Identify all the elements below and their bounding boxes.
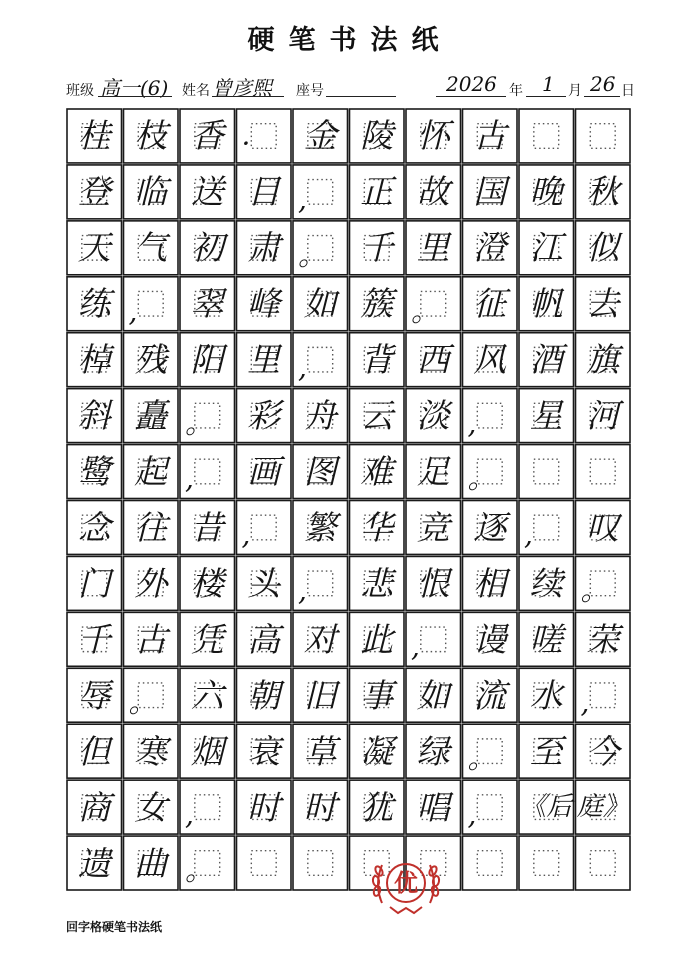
header-info <box>66 72 635 100</box>
grid-cell <box>349 723 406 779</box>
handwritten-char: 。 <box>580 574 609 608</box>
handwritten-char: 国 <box>473 172 507 212</box>
grid-cell <box>518 164 575 220</box>
grid-cell <box>575 444 632 500</box>
handwritten-char: 鹭 <box>77 452 111 492</box>
handwritten-char: 古 <box>473 116 507 156</box>
grid-cell <box>179 220 236 276</box>
handwritten-char: 难 <box>360 452 394 492</box>
grid-cell <box>575 723 632 779</box>
handwritten-char: 河 <box>586 396 620 436</box>
handwritten-char: 。 <box>185 406 214 440</box>
name-label: 姓名 <box>182 83 210 99</box>
handwritten-char: 香 <box>190 116 224 156</box>
grid-cell <box>236 500 293 556</box>
handwritten-char: 竞 <box>416 507 450 547</box>
grid-cell <box>405 723 462 779</box>
handwritten-char: 相 <box>473 563 507 603</box>
grid-cell <box>518 500 575 556</box>
handwritten-char: 正 <box>360 172 394 212</box>
handwritten-char: 遗 <box>77 843 111 883</box>
handwritten-char: 峰 <box>247 284 281 324</box>
grid-cell <box>236 220 293 276</box>
handwritten-char: 肃 <box>247 228 281 268</box>
grid-cell <box>123 667 180 723</box>
grid-cell <box>236 779 293 835</box>
grid-cell <box>462 388 519 444</box>
grid-cell <box>292 276 349 332</box>
grid-cell <box>349 611 406 667</box>
handwritten-char: 庭》 <box>576 792 629 823</box>
handwritten-char: 里 <box>247 340 281 380</box>
handwritten-char: 图 <box>303 452 337 492</box>
handwritten-char: 时 <box>303 787 337 827</box>
grid-cell <box>179 164 236 220</box>
grid-cell <box>349 220 406 276</box>
grid-cell <box>462 164 519 220</box>
grid-cell <box>292 723 349 779</box>
grid-cell <box>575 500 632 556</box>
grid-cell <box>236 276 293 332</box>
day-underline <box>584 96 620 97</box>
grid-cell <box>518 723 575 779</box>
handwritten-char: 斜 <box>77 396 111 436</box>
grid-cell <box>66 611 123 667</box>
handwritten-char: 风 <box>473 340 507 380</box>
seal-character: 优 <box>394 868 418 897</box>
grid-cell <box>349 779 406 835</box>
grid-cell <box>123 444 180 500</box>
handwritten-char: 如 <box>303 284 337 324</box>
handwritten-char: 荣 <box>586 619 620 659</box>
grid-cell <box>349 332 406 388</box>
grid-cell <box>179 667 236 723</box>
handwritten-char: 。 <box>128 686 157 720</box>
grid-cell <box>179 332 236 388</box>
handwritten-char: 古 <box>134 619 168 659</box>
handwritten-char: 矗 <box>134 396 168 436</box>
handwritten-char: 朝 <box>247 675 281 715</box>
handwritten-char: 桂 <box>77 116 111 156</box>
handwritten-char: 澄 <box>473 228 507 268</box>
handwritten-char: 。 <box>467 742 496 776</box>
grid-cell <box>123 835 180 891</box>
handwritten-char: 怀 <box>416 116 450 156</box>
grid-cell <box>575 164 632 220</box>
grid-cell <box>179 276 236 332</box>
handwritten-char: 旧 <box>303 675 337 715</box>
handwritten-char: 送 <box>190 172 224 212</box>
handwritten-char: 临 <box>134 172 168 212</box>
writing-grid <box>66 108 631 891</box>
handwritten-char: 商 <box>77 787 111 827</box>
grid-cell <box>66 164 123 220</box>
grid-cell <box>236 667 293 723</box>
handwritten-char: 西 <box>416 340 450 380</box>
grid-cell <box>179 500 236 556</box>
handwritten-char: 征 <box>473 284 507 324</box>
handwritten-char: 女 <box>134 787 168 827</box>
handwritten-char: 帆 <box>529 284 563 324</box>
grid-cell <box>179 388 236 444</box>
grid-cell <box>405 276 462 332</box>
handwritten-char: · <box>241 126 251 160</box>
handwritten-char: 。 <box>185 853 214 887</box>
grid-cell <box>405 444 462 500</box>
handwritten-char: 江 <box>529 228 563 268</box>
handwritten-char: 足 <box>416 452 450 492</box>
year-label: 年 <box>509 83 523 99</box>
grid-cell <box>405 164 462 220</box>
handwritten-char: 云 <box>360 396 394 436</box>
grid-cell <box>575 779 632 835</box>
name-value[interactable]: 曾彦熙 <box>212 76 272 100</box>
grid-cell <box>66 723 123 779</box>
handwritten-char: 时 <box>247 787 281 827</box>
grid-cell <box>575 611 632 667</box>
grid-cell <box>292 835 349 891</box>
grid-cell <box>575 108 632 164</box>
handwritten-char: , <box>298 350 307 384</box>
handwritten-char: 似 <box>586 228 620 268</box>
grid-cell <box>292 500 349 556</box>
handwritten-char: 曲 <box>134 843 168 883</box>
month-underline <box>526 96 566 97</box>
handwritten-char: 舟 <box>303 396 337 436</box>
handwritten-char: 淡 <box>416 396 450 436</box>
grid-cell <box>236 332 293 388</box>
handwritten-char: 天 <box>77 228 111 268</box>
grid-cell <box>236 164 293 220</box>
handwritten-char: 头 <box>247 563 281 603</box>
grid-cell <box>236 835 293 891</box>
grid-cell <box>123 555 180 611</box>
grid-cell <box>123 723 180 779</box>
handwritten-char: 簇 <box>360 284 394 324</box>
handwritten-char: 此 <box>360 619 394 659</box>
grid-cell <box>123 164 180 220</box>
grid-cell <box>123 779 180 835</box>
grid-cell <box>179 444 236 500</box>
handwritten-char: 。 <box>298 238 327 272</box>
day-value[interactable]: 26 <box>590 72 616 96</box>
footer-label: 回字格硬笔书法纸 <box>66 920 163 934</box>
grid-cell <box>575 667 632 723</box>
grid-cell <box>462 220 519 276</box>
grid-cell <box>179 723 236 779</box>
class-underline <box>98 96 172 97</box>
month-value[interactable]: 1 <box>542 72 555 96</box>
handwritten-char: , <box>298 574 307 608</box>
handwritten-char: 事 <box>360 675 394 715</box>
grid-cell <box>179 779 236 835</box>
grid-cell <box>66 220 123 276</box>
handwritten-char: 初 <box>190 228 224 268</box>
grid-cell <box>462 555 519 611</box>
grid-cell <box>236 388 293 444</box>
handwritten-char: 今 <box>586 731 620 771</box>
grid-cell <box>292 220 349 276</box>
grid-cell <box>518 388 575 444</box>
handwritten-char: 残 <box>134 340 168 380</box>
grid-cell <box>66 835 123 891</box>
grid-cell <box>179 555 236 611</box>
handwritten-char: 枝 <box>134 116 168 156</box>
grid-cell <box>405 611 462 667</box>
handwritten-char: 繁 <box>303 507 337 547</box>
grid-cell <box>349 444 406 500</box>
grid-cell <box>405 779 462 835</box>
grid-cell <box>462 332 519 388</box>
year-underline <box>436 96 506 97</box>
handwritten-char: , <box>411 630 420 664</box>
grid-cell <box>349 164 406 220</box>
handwritten-char: 。 <box>467 462 496 496</box>
grid-cell <box>518 276 575 332</box>
handwritten-char: , <box>467 406 477 440</box>
handwritten-char: 凭 <box>190 619 224 659</box>
grid-cell <box>518 444 575 500</box>
handwritten-char: 去 <box>586 284 620 324</box>
handwritten-char: 陵 <box>360 116 394 156</box>
handwritten-char: 寒 <box>134 731 168 771</box>
page-title: 硬笔书法纸 <box>247 25 453 56</box>
handwritten-char: 楼 <box>190 563 224 603</box>
grid-cell <box>349 388 406 444</box>
grid-cell <box>405 220 462 276</box>
class-value[interactable]: 高一(6) <box>100 76 169 100</box>
grid-cell <box>518 220 575 276</box>
handwritten-char: 唱 <box>416 787 450 827</box>
handwritten-char: 辱 <box>77 675 111 715</box>
handwritten-char: 对 <box>303 619 337 659</box>
class-label: 班级 <box>66 83 94 99</box>
grid-cell <box>462 108 519 164</box>
grid-cell <box>405 108 462 164</box>
handwritten-char: 里 <box>416 228 450 268</box>
handwritten-char: 《后 <box>520 792 573 823</box>
handwritten-char: , <box>467 798 477 832</box>
handwritten-char: 谩 <box>473 619 507 659</box>
excellent-seal-icon <box>368 845 444 921</box>
handwritten-char: 水 <box>529 675 563 715</box>
handwritten-char: 晚 <box>529 172 563 212</box>
day-label: 日 <box>621 83 635 99</box>
grid-cell <box>518 611 575 667</box>
grid-cell <box>292 332 349 388</box>
grid-cell <box>123 332 180 388</box>
handwritten-char: 续 <box>529 563 563 603</box>
grid-cell <box>462 723 519 779</box>
grid-cell <box>405 500 462 556</box>
handwritten-char: 画 <box>247 452 281 492</box>
handwritten-char: 犹 <box>360 787 394 827</box>
grid-cell <box>518 332 575 388</box>
handwritten-char: 六 <box>190 675 224 715</box>
grid-cell <box>462 835 519 891</box>
handwritten-char: , <box>298 182 307 216</box>
grid-cell <box>349 108 406 164</box>
grid-cell <box>292 108 349 164</box>
grid-cell <box>292 444 349 500</box>
grid-cell <box>292 388 349 444</box>
grid-cell <box>66 444 123 500</box>
grid-cell <box>575 388 632 444</box>
grid-cell <box>236 108 293 164</box>
grid-cell <box>123 108 180 164</box>
grid-cell <box>405 667 462 723</box>
grid-cell <box>462 444 519 500</box>
handwritten-char: 。 <box>411 294 440 328</box>
handwritten-char: , <box>185 462 194 496</box>
handwritten-char: 目 <box>247 172 281 212</box>
handwritten-char: 练 <box>77 284 111 324</box>
grid-cell <box>123 500 180 556</box>
handwritten-char: , <box>580 686 590 720</box>
grid-cell <box>575 276 632 332</box>
handwritten-char: 逐 <box>473 507 507 547</box>
grid-cell <box>66 276 123 332</box>
handwritten-char: 草 <box>303 731 337 771</box>
handwritten-char: 恨 <box>416 563 450 603</box>
grid-cell <box>292 779 349 835</box>
grid-cell <box>123 388 180 444</box>
grid-cell <box>66 779 123 835</box>
grid-cell <box>66 388 123 444</box>
grid-cell <box>236 555 293 611</box>
handwritten-char: 彩 <box>247 396 281 436</box>
handwritten-char: 烟 <box>190 731 224 771</box>
grid-cell <box>405 388 462 444</box>
grid-cell <box>66 108 123 164</box>
year-value[interactable]: 2026 <box>446 72 497 96</box>
grid-cell <box>518 108 575 164</box>
handwritten-char: 华 <box>360 507 394 547</box>
grid-cell <box>123 220 180 276</box>
grid-cell <box>292 611 349 667</box>
handwritten-char: , <box>524 518 533 552</box>
handwritten-char: 旗 <box>586 340 620 380</box>
handwritten-char: 千 <box>77 619 111 659</box>
name-underline <box>212 96 284 97</box>
grid-cell <box>292 667 349 723</box>
grid-cell <box>462 779 519 835</box>
grid-cell <box>462 667 519 723</box>
handwritten-char: 金 <box>303 116 337 156</box>
handwritten-char: 昔 <box>190 507 224 547</box>
handwritten-char: 如 <box>416 675 450 715</box>
grid-cell <box>349 276 406 332</box>
handwritten-char: 叹 <box>586 507 620 547</box>
handwritten-char: 登 <box>77 172 111 212</box>
handwritten-char: 悲 <box>360 563 394 603</box>
grid-cell <box>349 500 406 556</box>
handwritten-char: 秋 <box>586 172 620 212</box>
seat-label: 座号 <box>296 83 324 99</box>
handwritten-char: 往 <box>134 507 168 547</box>
grid-cell <box>462 500 519 556</box>
grid-cell <box>123 611 180 667</box>
handwritten-char: 故 <box>416 172 450 212</box>
handwritten-char: 气 <box>134 228 168 268</box>
grid-cell <box>575 555 632 611</box>
handwritten-char: 高 <box>247 619 281 659</box>
grid-cell <box>462 611 519 667</box>
grid-cell <box>405 555 462 611</box>
handwritten-char: 棹 <box>77 340 111 380</box>
handwritten-char: 至 <box>529 731 563 771</box>
handwritten-char: 绿 <box>416 731 450 771</box>
handwritten-char: 流 <box>473 675 507 715</box>
handwritten-char: 门 <box>77 563 111 603</box>
grid-cell <box>292 555 349 611</box>
grid-cell <box>575 835 632 891</box>
handwritten-char: 翠 <box>190 284 224 324</box>
handwritten-char: 背 <box>360 340 394 380</box>
handwritten-char: 念 <box>77 507 111 547</box>
handwritten-char: 酒 <box>529 340 563 380</box>
grid-cell <box>292 164 349 220</box>
handwritten-char: , <box>128 294 138 328</box>
grid-cell <box>236 723 293 779</box>
grid-cell <box>236 444 293 500</box>
handwritten-char: 但 <box>77 731 111 771</box>
grid-cell <box>575 332 632 388</box>
grid-cell <box>179 108 236 164</box>
handwritten-char: 衰 <box>247 731 281 771</box>
grid-cell <box>236 611 293 667</box>
grid-cell <box>66 667 123 723</box>
grid-cell <box>66 500 123 556</box>
grid-cell <box>123 276 180 332</box>
grid-cell <box>518 835 575 891</box>
handwritten-char: 阳 <box>190 340 224 380</box>
handwritten-char: 嗟 <box>529 619 563 659</box>
grid-cell <box>405 332 462 388</box>
grid-cell <box>66 555 123 611</box>
grid-cell <box>349 555 406 611</box>
handwritten-char: 凝 <box>360 731 394 771</box>
grid-cell <box>518 555 575 611</box>
grid-cell <box>179 611 236 667</box>
handwritten-char: , <box>185 798 194 832</box>
seat-underline <box>326 96 396 97</box>
grid-cell <box>462 276 519 332</box>
grid-cell <box>66 332 123 388</box>
grid-cell <box>518 779 575 835</box>
handwritten-char: 外 <box>134 563 168 603</box>
handwritten-char: 千 <box>360 228 394 268</box>
handwritten-char: 起 <box>134 452 168 492</box>
month-label: 月 <box>568 83 582 99</box>
grid-cell <box>349 667 406 723</box>
grid-cell <box>575 220 632 276</box>
grid-cell <box>518 667 575 723</box>
grid-cell <box>179 835 236 891</box>
handwritten-char: 星 <box>529 396 563 436</box>
handwritten-char: , <box>241 518 251 552</box>
